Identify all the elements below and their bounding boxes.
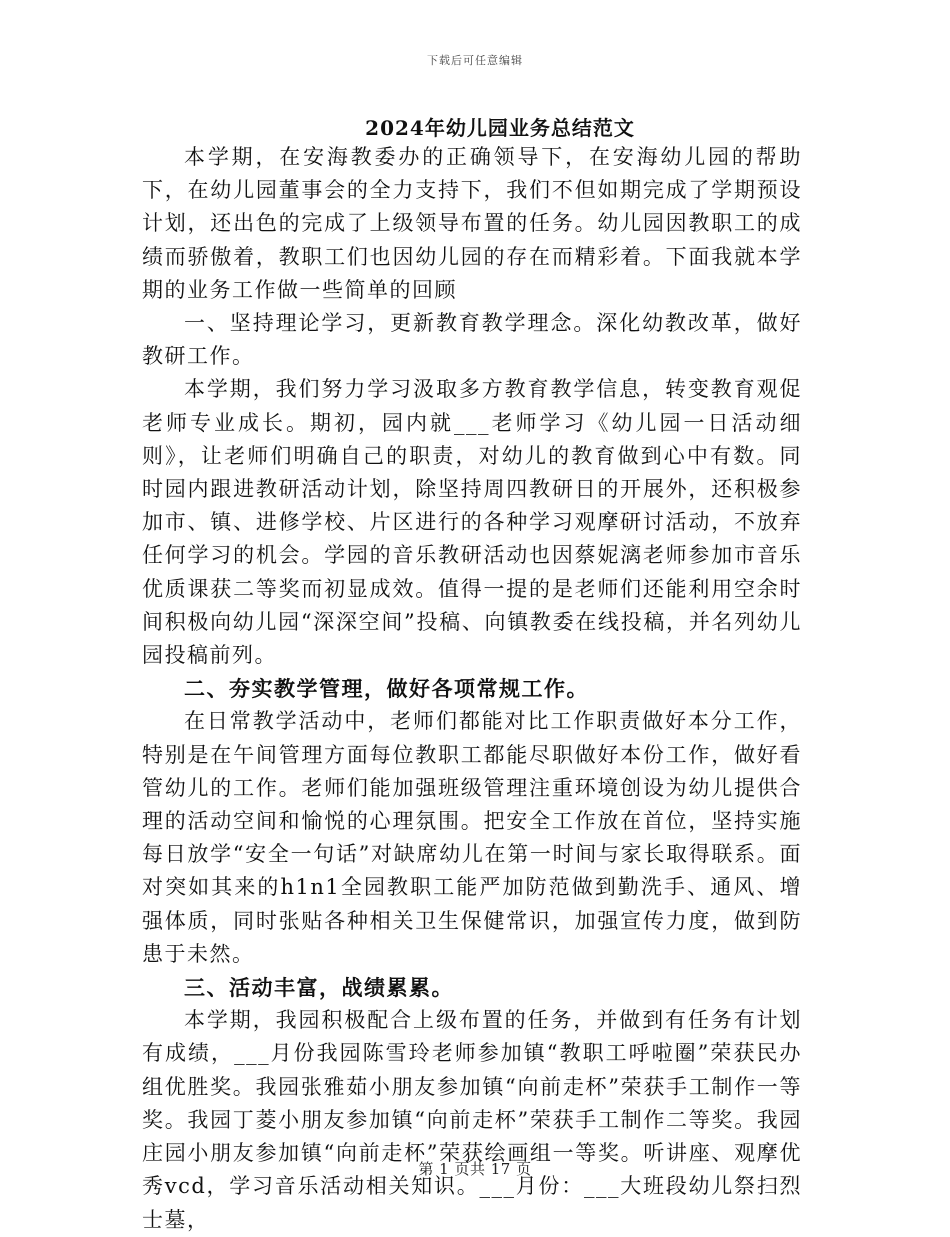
section-heading-2: 二、夯实教学管理，做好各项常规工作。 — [184, 676, 589, 702]
page-number-footer: 第 1 页共 17 页 — [418, 1160, 532, 1178]
section-heading-3: 三、活动丰富，战绩累累。 — [184, 975, 454, 1001]
document-body — [142, 141, 802, 1237]
paragraph-section-1: 本学期，我们努力学习汲取多方教育教学信息，转变教育观促老师专业成长。期初，园内就___老师学习《幼儿园一日活动细则》，让老师们明确自己的职责，对幼儿的教育做到心中有数。同时园内跟进教研活动计划，除坚持周四教研日的开展外，还积极参加市、镇、进修学校、片区进行的各种学习观摩研讨活动，不放弃任何学习的机会。学园的音乐教研活动也因蔡妮漓老师参加市音乐优质课获二等奖而初显成效。值得一提的是老师们还能利用空余时间积极向幼儿园“深深空间”投稿、向镇教委在线投稿，并名列幼儿园投稿前列。 — [142, 377, 802, 668]
document-title: 2024年幼儿园业务总结范文 — [365, 116, 635, 140]
page-header-note: 下载后可任意编辑 — [427, 54, 523, 67]
paragraph-intro: 本学期，在安海教委办的正确领导下，在安海幼儿园的帮助下，在幼儿园董事会的全力支持下，我们不但如期完成了学期预设计划，还出色的完成了上级领导布置的任务。幼儿园因教职工的成绩而骄傲着，教职工们也因幼儿园的存在而精彩着。下面我就本学期的业务工作做一些简单的回顾 — [142, 145, 802, 302]
paragraph-section-2: 在日常教学活动中，老师们都能对比工作职责做好本分工作，特别是在午间管理方面每位教职工都能尽职做好本份工作，做好看管幼儿的工作。老师们能加强班级管理注重环境创设为幼儿提供合理的活动空间和愉悦的心理氛围。把安全工作放在首位，坚持实施每日放学“安全一句话”对缺席幼儿在第一时间与家长取得联系。面对突如其来的h1n1全园教职工能严加防范做到勤洗手、通风、增强体质，同时张贴各种相关卫生保健常识，加强宣传力度，做到防患于未然。 — [142, 709, 802, 966]
paragraph-section-3: 本学期，我园积极配合上级布置的任务，并做到有任务有计划有成绩，___月份我园陈雪玲老师参加镇“教职工呼啦圈”荣获民办组优胜奖。我园张雅茹小朋友参加镇“向前走杯”荣获手工制作一等奖。我园丁菱小朋友参加镇“向前走杯”荣获手工制作二等奖。我园庄园小朋友参加镇“向前走杯”荣获绘画组一等奖。听讲座、观摩优秀vcd，学习音乐活动相关知识。___月份：___大班段幼儿祭扫烈士墓， — [142, 1008, 802, 1232]
section-heading-1: 一、坚持理论学习，更新教育教学理念。深化幼教改革，做好教研工作。 — [142, 311, 802, 369]
